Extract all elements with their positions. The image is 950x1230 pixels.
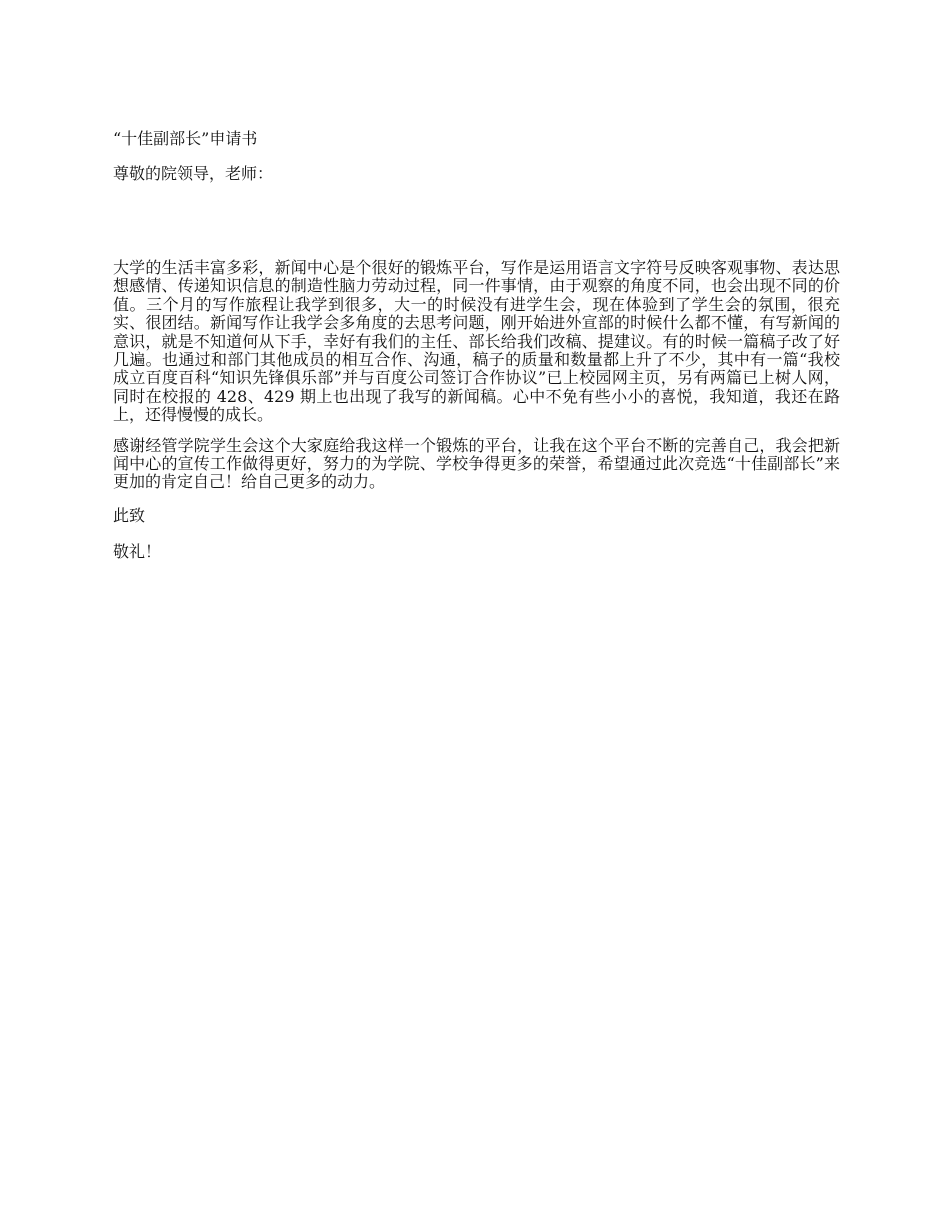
- closing-salutation: 此致: [113, 505, 146, 525]
- closing-regards: 敬礼！: [113, 541, 162, 561]
- document-title: “十佳副部长”申请书: [113, 129, 258, 148]
- document-body: [113, 127, 840, 564]
- blank-space: [113, 186, 840, 259]
- body-paragraph-2: 感谢经管学院学生会这个大家庭给我这样一个锻炼的平台，让我在这个平台不断的完善自己，我会把新闻中心的宣传工作做得更好，努力的为学院、学校争得更多的荣誉，希望通过此次竞选“十佳副部长”来更加的肯定自己！给自己更多的动力。: [113, 435, 840, 492]
- greeting: 尊敬的院领导，老师：: [113, 164, 274, 183]
- body-paragraph-1: 大学的生活丰富多彩，新闻中心是个很好的锻炼平台，写作是运用语言文字符号反映客观事物、表达思想感情、传递知识信息的制造性脑力劳动过程，同一件事情，由于观察的角度不同，也会出现不同的价值。三个月的写作旅程让我学到很多，大一的时候没有进学生会，现在体验到了学生会的氛围，很充实、很团结。新闻写作让我学会多角度的去思考问题，刚开始进外宣部的时候什么都不懂，有写新闻的意识，就是不知道何从下手，幸好有我们的主任、部长给我们改稿、提建议。有的时候一篇稿子改了好几遍。也通过和部门其他成员的相互合作、沟通，稿子的质量和数量都上升了不少，其中有一篇“我校成立百度百科“知识先锋俱乐部”并与百度公司签订合作协议”已上校园网主页，另有两篇已上树人网，同时在校报的 428、429 期上也出现了我写的新闻稿。心中不免有些小小的喜悦，我知道，我还在路上，还得慢慢的成长。: [113, 258, 840, 425]
